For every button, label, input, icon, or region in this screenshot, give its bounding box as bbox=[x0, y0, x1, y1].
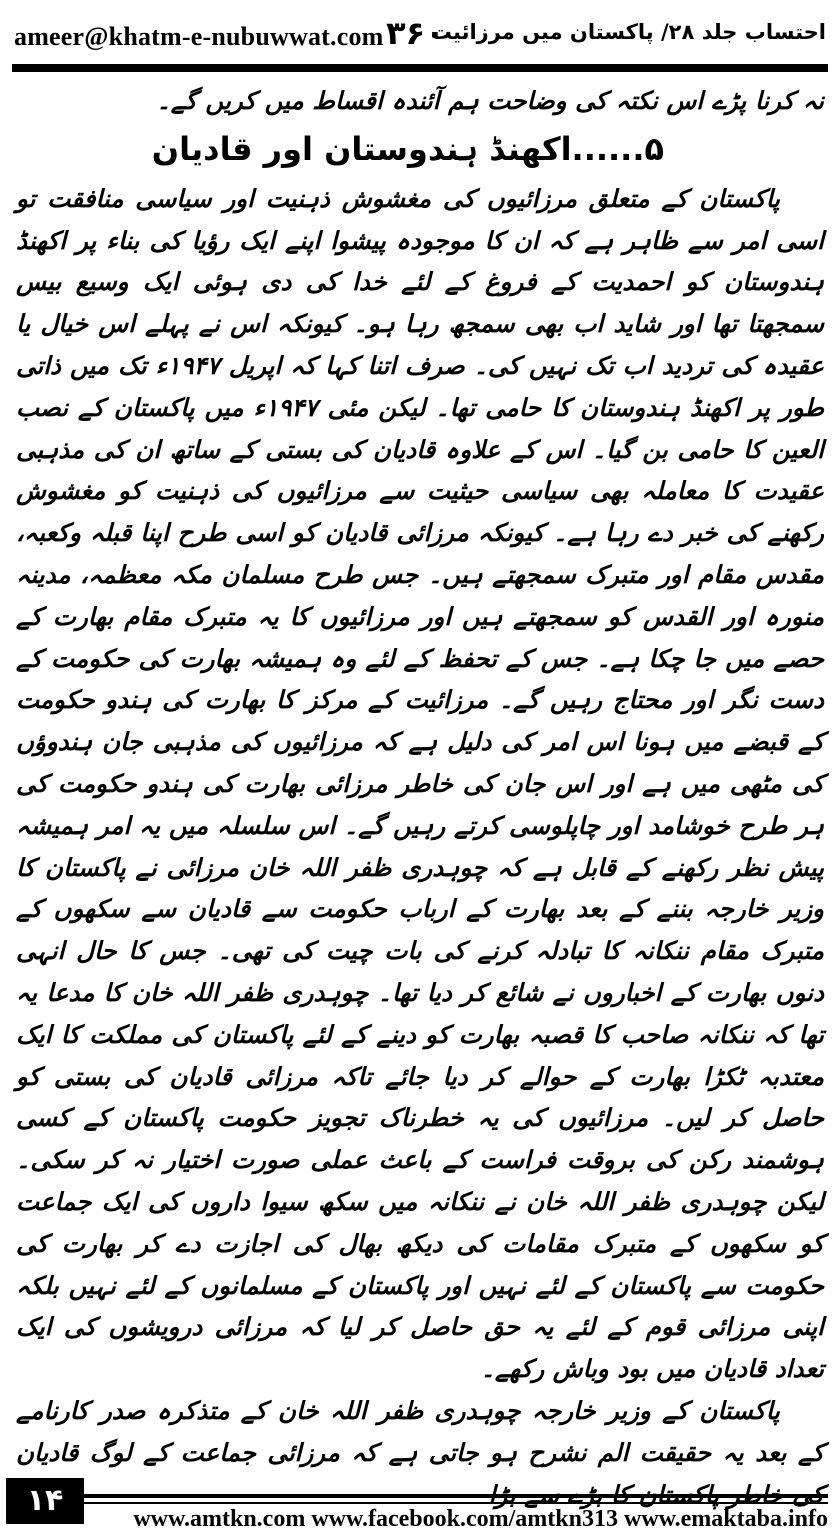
paragraph-2: پاکستان کے وزیر خارجہ چوہدری ظفر اللہ خان کے متذکرہ صدر کارنامے کے بعد یہ حقیقت الم نشرح ہو جاتی ہے کہ مرزائی جماعت کے لوگ قادیان bbox=[16, 1395, 824, 1467]
footer-rule bbox=[84, 1494, 828, 1498]
header-email[interactable]: ameer@khatm-e-nubuwwat.com bbox=[14, 22, 384, 51]
footer-links[interactable]: www.amtkn.com www.facebook.com/amtkn313 www.emaktaba.info bbox=[133, 1506, 828, 1532]
section-heading: ۵......اکھنڈ ہندوستان اور قادیان bbox=[151, 129, 664, 168]
page-header bbox=[0, 0, 840, 72]
paragraph-1: پاکستان کے متعلق مرزائیوں کی مغشوش ذہنیت اور سیاسی منافقت تو اسی امر سے ظاہر ہے کہ ان کا موجودہ پیشوا اپنے ایک رؤیا کی بناء پر اکھنڈ ہندوستان کو احمدیت کے فروغ کے لئے خدا کی دی ہوئی ایک وسیع بیس سمجھتا تھا اور شاید اب بھی سمجھ رہا ہو۔ کیونکہ اس نے پہلے اس خیال یا عقیدہ کی تردید اب تک نہیں کی۔ صرف اتنا کہا کہ اپریل ۱۹۴۷ء تک میں ذاتی طور پر اکھنڈ ہندوستان کا حامی تھا۔ لیکن مئی ۱۹۴۷ء میں پاکستان کے نصب العین کا حامی بن گیا۔ اس کے علاوہ قادیان کی بستی کے ساتھ ان کی مذہبی عقیدت کا معاملہ بھی سیاسی حیثیت سے مرزائیوں کی ذہنیت کو مغشوش رکھنے کی خبر دے رہا ہے۔ کیونکہ مرزائی قادیان کو اسی طرح اپنا قبلہ وکعبہ، مقدس مقام اور متبرک سمجھتے ہیں۔ جس طرح مسلمان مکہ معظمہ، مدینہ منورہ اور القدس کو سمجھتے ہیں اور مرزائیوں کا یہ متبرک مقام بھارت کے حصے میں جا چکا ہے۔ جس کے تحفظ کے لئے وہ ہمیشہ بھارت کی حکومت کے دست نگر اور محتاج رہیں گے۔ مرزائیت کے مرکز کا بھارت کی ہندو حکومت کے قبضے میں ہونا اس امر کی دلیل ہے کہ مرزائیوں کی مذہبی جان ہندوؤں کی مٹھی میں ہے اور اس جان کی خاطر مرزائی بھارت کی ہندو حکومت کی ہر طرح خوشامد اور چاپلوسی کرتے رہیں گے۔ اس سلسلہ میں یہ امر ہمیشہ پیش نظر رکھنے کے قابل ہے کہ چوہدری ظفر اللہ خان مرزائی نے پاکستان کا وزیر خارجہ بننے کے بعد بھارت کے ارباب حکومت سے قادیان سے سکھوں کے متبرک مقام ننکانہ کا تبادلہ کرنے کی بات چیت کی تھی۔ جس کا حال انہی دنوں بھارت کے اخباروں نے شائع کر دیا تھا۔ چوہدری ظفر اللہ خان کا مدعا یہ تھا کہ ننکانہ صاحب کا قصبہ بھارت کو دینے کے لئے پاکستان کی مملکت کا ایک معتدبہ ٹکڑا بھارت کے حوالے کر دیا جائے تاکہ مرزائی قادیان کی بستی کو حاصل کر لیں۔ مرزائیوں کی یہ خطرناک تجویز حکومت پاکستان کے کسی ہوشمند رکن کی بروقت فراست کے باعث عملی صورت اختیار نہ کر سکی۔ لیکن چوہدری ظفر اللہ خان نے ننکانہ میں سکھ سیوا داروں کی ایک جماعت کو سکھوں کے متبرک مقامات کی دیکھ بھال کی اجازت دے کر بھارت کی حکومت سے پاکستان کے لئے نہیں اور پاکستان کے مسلمانوں کے لئے نہیں بلکہ اپنی مرزائی قوم کے لئے یہ حق حاصل کر لیا کہ مرزائی درویشوں کی ایک تعداد قادیان میں بود وباش رکھے۔ bbox=[16, 183, 825, 1384]
page-content bbox=[16, 80, 825, 1467]
opening-line: نہ کرنا پڑے اس نکتہ کی وضاحت ہم آئندہ اقساط میں کریں گے۔ bbox=[156, 86, 824, 115]
header-book-title: احتساب جلد ۲۸/ پاکستان میں مرزائیت bbox=[430, 20, 826, 44]
page-footer bbox=[0, 1476, 840, 1540]
header-rule bbox=[12, 64, 828, 72]
footer-rule-thin bbox=[84, 1502, 828, 1504]
header-page-number: ۳۶۰ bbox=[386, 14, 445, 52]
footer-page-number: ۱۴ bbox=[6, 1478, 84, 1524]
